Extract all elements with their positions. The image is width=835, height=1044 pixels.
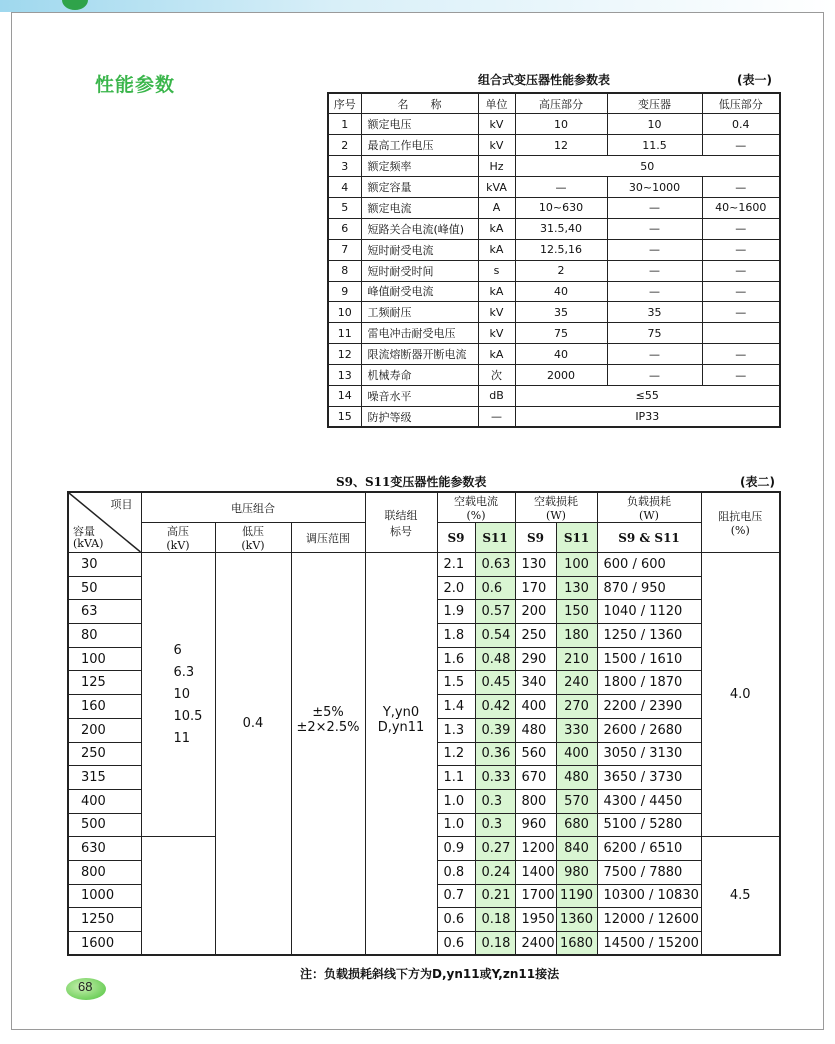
capacity-cell: 500	[68, 813, 141, 837]
table1-title: 组合式变压器性能参数表	[478, 73, 611, 87]
noload-current-s11: 0.3	[475, 813, 515, 837]
noload-current-s9: 1.6	[437, 647, 475, 671]
noload-loss-s11: 210	[556, 647, 597, 671]
noload-loss-s11: 680	[556, 813, 597, 837]
noload-current-s11: 0.24	[475, 860, 515, 884]
load-loss-cell: 600 / 600	[597, 553, 701, 577]
table1-value-cell: IP33	[515, 406, 780, 427]
noload-current-s9: 1.4	[437, 695, 475, 719]
sub-s11: S11	[475, 523, 515, 553]
noload-current-s11: 0.42	[475, 695, 515, 719]
table1-index-cell: 10	[328, 302, 361, 323]
noload-loss-s11: 980	[556, 860, 597, 884]
lv-value-cell: 0.4	[215, 553, 291, 956]
capacity-cell: 80	[68, 624, 141, 648]
noload-current-s11: 0.48	[475, 647, 515, 671]
noload-loss-s9: 130	[515, 553, 556, 577]
noload-current-s9: 1.1	[437, 766, 475, 790]
table1-name-cell: 最高工作电压	[361, 135, 478, 156]
table1-index-cell: 7	[328, 239, 361, 260]
noload-loss-s11: 180	[556, 624, 597, 648]
table1-value-cell: —	[702, 344, 780, 365]
load-loss-cell: 12000 / 12600	[597, 908, 701, 932]
noload-loss-s9: 2400	[515, 932, 556, 956]
table1-index-cell: 15	[328, 406, 361, 427]
table1-header-row	[328, 93, 780, 114]
table2-corner-cell	[68, 492, 141, 553]
table1-value-cell: 0.4	[702, 114, 780, 135]
table1-unit-cell: kV	[478, 114, 515, 135]
noload-loss-s11: 1190	[556, 884, 597, 908]
header-hv: 高压 (kV)	[141, 523, 215, 553]
table1-row	[328, 406, 780, 427]
noload-current-s11: 0.36	[475, 742, 515, 766]
capacity-cell: 315	[68, 766, 141, 790]
table1-row	[328, 385, 780, 406]
table1-index-cell: 4	[328, 177, 361, 198]
noload-current-s9: 2.1	[437, 553, 475, 577]
table1-value-cell: —	[607, 218, 702, 239]
noload-loss-s11: 330	[556, 718, 597, 742]
leaf-logo-icon	[62, 0, 88, 10]
noload-loss-s11: 840	[556, 837, 597, 861]
load-loss-cell: 3650 / 3730	[597, 766, 701, 790]
table1-row	[328, 365, 780, 386]
table1-value-cell: —	[702, 365, 780, 386]
table1-row	[328, 281, 780, 302]
capacity-cell: 250	[68, 742, 141, 766]
table1-value-cell: —	[702, 302, 780, 323]
header-tap: 调压范围	[291, 523, 365, 553]
table1-name-cell: 额定电压	[361, 114, 478, 135]
table1-unit-cell: —	[478, 406, 515, 427]
capacity-cell: 1000	[68, 884, 141, 908]
noload-current-s9: 0.7	[437, 884, 475, 908]
table1-index-cell: 6	[328, 218, 361, 239]
noload-current-s9: 1.0	[437, 813, 475, 837]
table1-value-cell: —	[607, 344, 702, 365]
connection-value: Y,yn0	[382, 705, 420, 720]
hv-value: 11	[173, 730, 191, 746]
table1	[327, 92, 781, 428]
table1-name-cell: 峰值耐受电流	[361, 281, 478, 302]
table1-row	[328, 344, 780, 365]
table1-value-cell: 10	[607, 114, 702, 135]
table1-value-cell: 31.5,40	[515, 218, 607, 239]
table1-header: 单位	[478, 93, 515, 114]
table2-title: S9、S11变压器性能参数表	[336, 475, 487, 489]
table1-tag: (表一)	[737, 73, 772, 87]
table1-name-cell: 短时耐受电流	[361, 239, 478, 260]
header-connection: 联结组 标号	[365, 492, 437, 553]
noload-loss-s9: 1950	[515, 908, 556, 932]
table1-value-cell: —	[607, 239, 702, 260]
header-noload-current: 空载电流 (%)	[437, 492, 515, 523]
table1-name-cell: 噪音水平	[361, 385, 478, 406]
table1-value-cell: 11.5	[607, 135, 702, 156]
capacity-cell: 400	[68, 789, 141, 813]
table1-value-cell: 50	[515, 156, 780, 177]
noload-loss-s11: 400	[556, 742, 597, 766]
load-loss-cell: 10300 / 10830	[597, 884, 701, 908]
noload-current-s11: 0.63	[475, 553, 515, 577]
noload-loss-s11: 150	[556, 600, 597, 624]
connection-value: D,yn11	[377, 720, 425, 735]
noload-loss-s9: 960	[515, 813, 556, 837]
table1-unit-cell: kA	[478, 218, 515, 239]
noload-current-s9: 1.8	[437, 624, 475, 648]
capacity-cell: 50	[68, 576, 141, 600]
noload-loss-s9: 800	[515, 789, 556, 813]
table1-value-cell	[702, 323, 780, 344]
table1-value-cell: —	[702, 218, 780, 239]
table1-name-cell: 额定电流	[361, 197, 478, 218]
table1-row	[328, 239, 780, 260]
section-title: 性能参数	[95, 74, 176, 96]
noload-current-s9: 1.0	[437, 789, 475, 813]
table2-tag: (表二)	[740, 475, 775, 489]
table1-row	[328, 302, 780, 323]
table1-unit-cell: kVA	[478, 177, 515, 198]
table1-row	[328, 323, 780, 344]
noload-current-s11: 0.18	[475, 932, 515, 956]
header-load-loss: 负载损耗 (W)	[597, 492, 701, 523]
table1-index-cell: 2	[328, 135, 361, 156]
table2-row	[68, 553, 780, 577]
table1-index-cell: 13	[328, 365, 361, 386]
hv-value: 10.5	[173, 708, 203, 724]
load-loss-cell: 5100 / 5280	[597, 813, 701, 837]
table1-row	[328, 177, 780, 198]
table1-value-cell: 2000	[515, 365, 607, 386]
capacity-cell: 30	[68, 553, 141, 577]
table1-unit-cell: kV	[478, 302, 515, 323]
noload-current-s11: 0.3	[475, 789, 515, 813]
load-loss-cell: 1500 / 1610	[597, 647, 701, 671]
table1-value-cell: 30~1000	[607, 177, 702, 198]
noload-loss-s9: 340	[515, 671, 556, 695]
table1-value-cell: 75	[607, 323, 702, 344]
table1-header: 低压部分	[702, 93, 780, 114]
load-loss-cell: 2600 / 2680	[597, 718, 701, 742]
table1-unit-cell: kA	[478, 344, 515, 365]
hv-values-cell-blank	[141, 837, 215, 955]
table1-index-cell: 12	[328, 344, 361, 365]
table1-unit-cell: kV	[478, 135, 515, 156]
noload-loss-s9: 1200	[515, 837, 556, 861]
sub-s9: S9	[515, 523, 556, 553]
table1-row	[328, 197, 780, 218]
noload-current-s9: 1.2	[437, 742, 475, 766]
table1-value-cell: 12	[515, 135, 607, 156]
table1-value-cell: —	[607, 197, 702, 218]
table1-unit-cell: s	[478, 260, 515, 281]
table1-header: 序号	[328, 93, 361, 114]
noload-current-s11: 0.21	[475, 884, 515, 908]
table1-index-cell: 14	[328, 385, 361, 406]
load-loss-cell: 14500 / 15200	[597, 932, 701, 956]
noload-current-s11: 0.54	[475, 624, 515, 648]
table1-row	[328, 260, 780, 281]
table1-value-cell: 10~630	[515, 197, 607, 218]
load-loss-cell: 1800 / 1870	[597, 671, 701, 695]
noload-current-s9: 0.6	[437, 932, 475, 956]
noload-current-s11: 0.57	[475, 600, 515, 624]
table1-unit-cell: kA	[478, 239, 515, 260]
noload-loss-s9: 560	[515, 742, 556, 766]
table1-value-cell: ≤55	[515, 385, 780, 406]
table1-value-cell: 40~1600	[702, 197, 780, 218]
table1-value-cell: —	[515, 177, 607, 198]
table1-row	[328, 218, 780, 239]
table1-name-cell: 防护等级	[361, 406, 478, 427]
table2	[67, 491, 781, 956]
noload-current-s9: 0.8	[437, 860, 475, 884]
table1-unit-cell: Hz	[478, 156, 515, 177]
table1-name-cell: 短路关合电流(峰值)	[361, 218, 478, 239]
top-banner	[0, 0, 835, 12]
table1-name-cell: 工频耐压	[361, 302, 478, 323]
noload-loss-s11: 1360	[556, 908, 597, 932]
capacity-cell: 1250	[68, 908, 141, 932]
tap-range-cell	[291, 553, 365, 956]
capacity-cell: 800	[68, 860, 141, 884]
noload-loss-s11: 130	[556, 576, 597, 600]
corner-bottom-label: 容量 (kVA)	[73, 525, 104, 550]
sub-s9-s11: S9 & S11	[597, 523, 701, 553]
table1-name-cell: 雷电冲击耐受电压	[361, 323, 478, 344]
table1-unit-cell: kA	[478, 281, 515, 302]
noload-loss-s11: 480	[556, 766, 597, 790]
table1-value-cell: —	[702, 135, 780, 156]
hv-values-cell	[141, 553, 215, 837]
table1-value-cell: —	[607, 365, 702, 386]
table1-index-cell: 8	[328, 260, 361, 281]
noload-loss-s9: 670	[515, 766, 556, 790]
noload-current-s11: 0.18	[475, 908, 515, 932]
load-loss-cell: 1250 / 1360	[597, 624, 701, 648]
noload-current-s9: 2.0	[437, 576, 475, 600]
noload-current-s11: 0.6	[475, 576, 515, 600]
table1-unit-cell: kV	[478, 323, 515, 344]
table1-header: 高压部分	[515, 93, 607, 114]
table1-unit-cell: 次	[478, 365, 515, 386]
noload-loss-s11: 100	[556, 553, 597, 577]
table1-value-cell: 40	[515, 344, 607, 365]
table1-index-cell: 11	[328, 323, 361, 344]
table1-value-cell: —	[702, 177, 780, 198]
table1-value-cell: —	[702, 281, 780, 302]
noload-loss-s9: 250	[515, 624, 556, 648]
table1-value-cell: 2	[515, 260, 607, 281]
table2-note: 注：负载损耗斜线下方为D,yn11或Y,zn11接法	[300, 967, 560, 981]
load-loss-cell: 6200 / 6510	[597, 837, 701, 861]
corner-top-label: 项目	[110, 498, 133, 511]
noload-loss-s9: 400	[515, 695, 556, 719]
noload-loss-s11: 240	[556, 671, 597, 695]
page-number: 68	[78, 979, 93, 994]
noload-loss-s9: 1400	[515, 860, 556, 884]
table1-index-cell: 9	[328, 281, 361, 302]
header-voltage: 电压组合	[141, 492, 365, 523]
load-loss-cell: 2200 / 2390	[597, 695, 701, 719]
capacity-cell: 630	[68, 837, 141, 861]
table1-value-cell: 12.5,16	[515, 239, 607, 260]
impedance-cell: 4.5	[701, 837, 780, 955]
table1-index-cell: 5	[328, 197, 361, 218]
table1-index-cell: 3	[328, 156, 361, 177]
page-number-badge	[66, 978, 106, 1000]
table1-name-cell: 限流熔断器开断电流	[361, 344, 478, 365]
capacity-cell: 160	[68, 695, 141, 719]
noload-loss-s9: 480	[515, 718, 556, 742]
table1-unit-cell: dB	[478, 385, 515, 406]
load-loss-cell: 3050 / 3130	[597, 742, 701, 766]
table1-row	[328, 114, 780, 135]
table1-row	[328, 135, 780, 156]
impedance-cell: 4.0	[701, 553, 780, 837]
table1-name-cell: 短时耐受时间	[361, 260, 478, 281]
hv-value: 10	[173, 686, 191, 702]
tap-value: ±5%	[312, 705, 344, 720]
table1-name-cell: 额定容量	[361, 177, 478, 198]
header-lv: 低压 (kV)	[215, 523, 291, 553]
sub-s9: S9	[437, 523, 475, 553]
noload-current-s9: 0.9	[437, 837, 475, 861]
load-loss-cell: 870 / 950	[597, 576, 701, 600]
load-loss-cell: 4300 / 4450	[597, 789, 701, 813]
capacity-cell: 63	[68, 600, 141, 624]
table1-name-cell: 机械寿命	[361, 365, 478, 386]
capacity-cell: 200	[68, 718, 141, 742]
hv-value: 6.3	[173, 664, 195, 680]
table1-header: 变压器	[607, 93, 702, 114]
table1-value-cell: 40	[515, 281, 607, 302]
noload-current-s9: 1.5	[437, 671, 475, 695]
noload-current-s9: 0.6	[437, 908, 475, 932]
load-loss-cell: 7500 / 7880	[597, 860, 701, 884]
table1-header: 名 称	[361, 93, 478, 114]
noload-current-s9: 1.3	[437, 718, 475, 742]
header-impedance: 阻抗电压 (%)	[701, 492, 780, 553]
capacity-cell: 1600	[68, 932, 141, 956]
header-noload-loss: 空载损耗 (W)	[515, 492, 597, 523]
noload-loss-s11: 1680	[556, 932, 597, 956]
table1-value-cell: —	[702, 239, 780, 260]
table1-value-cell: 75	[515, 323, 607, 344]
table1-unit-cell: A	[478, 197, 515, 218]
table1-value-cell: 10	[515, 114, 607, 135]
noload-current-s11: 0.45	[475, 671, 515, 695]
noload-loss-s9: 200	[515, 600, 556, 624]
table1-index-cell: 1	[328, 114, 361, 135]
sub-s11: S11	[556, 523, 597, 553]
table1-row	[328, 156, 780, 177]
capacity-cell: 125	[68, 671, 141, 695]
noload-loss-s11: 270	[556, 695, 597, 719]
hv-value: 6	[173, 642, 182, 658]
table1-name-cell: 额定频率	[361, 156, 478, 177]
noload-current-s9: 1.9	[437, 600, 475, 624]
noload-loss-s11: 570	[556, 789, 597, 813]
load-loss-cell: 1040 / 1120	[597, 600, 701, 624]
table1-value-cell: 35	[515, 302, 607, 323]
table1-value-cell: —	[607, 260, 702, 281]
noload-loss-s9: 290	[515, 647, 556, 671]
connection-cell	[365, 553, 437, 956]
table1-value-cell: 35	[607, 302, 702, 323]
noload-current-s11: 0.33	[475, 766, 515, 790]
noload-loss-s9: 1700	[515, 884, 556, 908]
noload-loss-s9: 170	[515, 576, 556, 600]
tap-value: ±2×2.5%	[296, 720, 360, 735]
table1-value-cell: —	[702, 260, 780, 281]
table1-value-cell: —	[607, 281, 702, 302]
capacity-cell: 100	[68, 647, 141, 671]
noload-current-s11: 0.27	[475, 837, 515, 861]
noload-current-s11: 0.39	[475, 718, 515, 742]
